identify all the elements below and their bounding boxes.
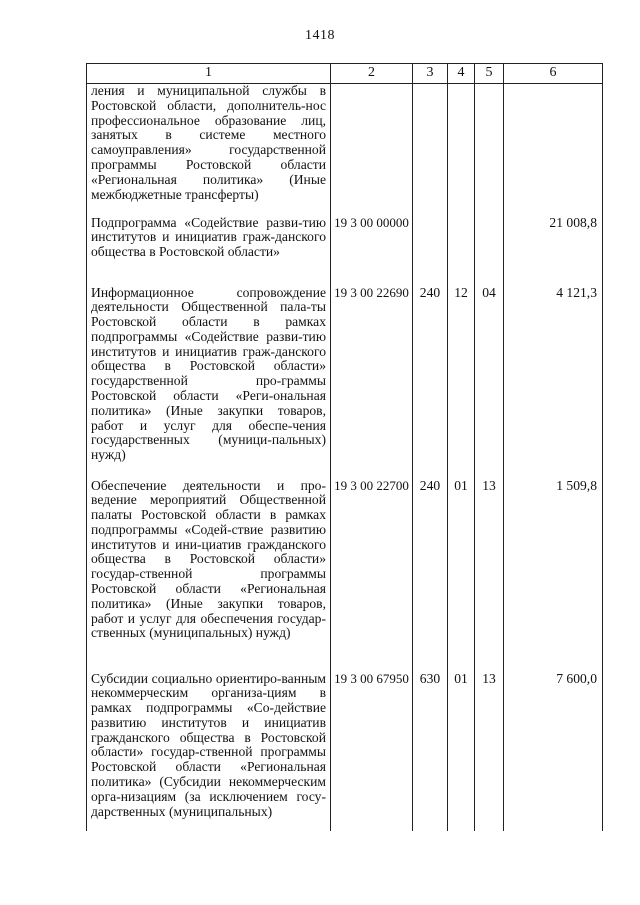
table-row bbox=[87, 672, 603, 832]
row-rz: 12 bbox=[448, 286, 475, 479]
row-sum bbox=[504, 84, 603, 216]
table-row bbox=[87, 286, 603, 479]
row-vr: 240 bbox=[413, 286, 448, 479]
row-name: Подпрограмма «Содействие разви-тию институтов и инициатив граж-данского общества в Ростовской области» bbox=[87, 216, 331, 286]
row-code: 19 3 00 22690 bbox=[331, 286, 413, 479]
row-code bbox=[331, 84, 413, 216]
row-name: Информационное сопровождение деятельности Общественной пала-ты Ростовской области в рамках подпрограммы «Содействие разви-тию институтов и инициатив граж-данского общества в Ростовской области» государственной про-граммы Ростовской области «Реги-ональная политика» (Иные закупки товаров, работ и услуг для обеспе-чения государственных (муници-пальных) нужд) bbox=[87, 286, 331, 479]
row-sum: 1 509,8 bbox=[504, 479, 603, 672]
row-code: 19 3 00 22700 bbox=[331, 479, 413, 672]
row-sum: 21 008,8 bbox=[504, 216, 603, 286]
row-rz bbox=[448, 84, 475, 216]
row-sum: 7 600,0 bbox=[504, 672, 603, 832]
row-pr: 13 bbox=[475, 479, 504, 672]
column-header: 5 bbox=[475, 64, 504, 84]
page-number: 1418 bbox=[305, 28, 335, 43]
row-name: Обеспечение деятельности и про-ведение мероприятий Общественной палаты Ростовской области в рамках подпрограммы «Содей-ствие развитию институтов и ини-циатив гражданского общества в Ростовской области» государ-ственной программы Ростовской области «Региональная политика» (Иные закупки товаров, работ и услуг для обеспечения государ-ственных (муниципальных) нужд) bbox=[87, 479, 331, 672]
budget-table bbox=[86, 63, 603, 831]
row-name: ления и муниципальной службы в Ростовской области, дополнитель-нос профессиональное образование лиц, занятых в системе местного самоуправления» государственной программы Ростовской области «Региональная политика» (Иные межбюджетные трансферты) bbox=[87, 84, 331, 216]
table-row bbox=[87, 84, 603, 216]
table-row bbox=[87, 216, 603, 286]
row-sum: 4 121,3 bbox=[504, 286, 603, 479]
column-header: 2 bbox=[331, 64, 413, 84]
row-name: Субсидии социально ориентиро-ванным некоммерческим организа-циям в рамках подпрограммы «Со-действие развитию институтов и инициатив гражданского общества в Ростовской области» государ-ственной программы Ростовской области «Региональная политика» (Субсидии некоммерческим орга-низациям (за исключением госу-дарственных (муниципальных) bbox=[87, 672, 331, 832]
column-header: 1 bbox=[87, 64, 331, 84]
column-header: 3 bbox=[413, 64, 448, 84]
row-pr: 13 bbox=[475, 672, 504, 832]
row-code: 19 3 00 67950 bbox=[331, 672, 413, 832]
row-pr: 04 bbox=[475, 286, 504, 479]
row-vr: 630 bbox=[413, 672, 448, 832]
column-header: 6 bbox=[504, 64, 603, 84]
table-row bbox=[87, 479, 603, 672]
row-pr bbox=[475, 84, 504, 216]
row-rz: 01 bbox=[448, 672, 475, 832]
row-rz: 01 bbox=[448, 479, 475, 672]
row-code: 19 3 00 00000 bbox=[331, 216, 413, 286]
table-header-row bbox=[87, 64, 603, 84]
row-rz bbox=[448, 216, 475, 286]
column-header: 4 bbox=[448, 64, 475, 84]
row-vr: 240 bbox=[413, 479, 448, 672]
row-vr bbox=[413, 84, 448, 216]
row-pr bbox=[475, 216, 504, 286]
row-vr bbox=[413, 216, 448, 286]
